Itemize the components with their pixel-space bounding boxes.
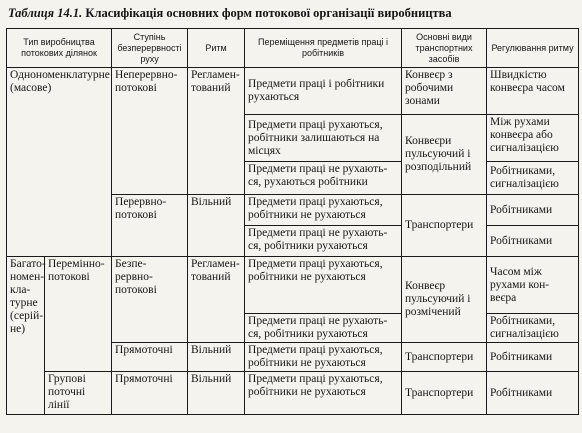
continuity-continuous: Неперервно-потокові: [112, 68, 188, 195]
caption-prefix: Таблиця 14.1.: [8, 6, 83, 20]
movement-9: Предмети праці рухаються, робітники не рухаються: [245, 372, 402, 415]
rhythm-free-3: Вільний: [188, 372, 245, 415]
table-row: [7, 257, 579, 314]
movement-2: Предмети праці рухаються, робітники залишаються на місцях: [245, 115, 402, 162]
continuity-direct-2: Прямоточні: [112, 372, 188, 415]
movement-8: Предмети праці рухаються, робітники не рухаються: [245, 343, 402, 372]
header-continuity: Ступінь безперервності руху: [112, 29, 188, 68]
type-single: Однономенклатурне (масове): [7, 68, 112, 257]
regulation-4: Робітниками: [487, 195, 579, 226]
regulation-8: Робітниками: [487, 343, 579, 372]
movement-1: Предмети праці і робітники рухаються: [245, 68, 402, 115]
header-regulation: Регулювання ритму: [487, 29, 579, 68]
movement-6: Предмети праці рухаються, робітники не рухаються: [245, 257, 402, 314]
transport-3: Транспортери: [402, 195, 487, 257]
rhythm-free-1: Вільний: [188, 195, 245, 257]
header-type: Тип виробництва потокових ділянок: [7, 29, 112, 68]
regulation-2: Між рухами конвеєра або сигналізацією: [487, 115, 579, 162]
table-row: [7, 372, 579, 415]
rhythm-regulated-2: Регламен-тований: [188, 257, 245, 343]
regulation-7: Робітниками, сигналізацією: [487, 314, 579, 343]
movement-4: Предмети праці рухаються, робітники не рухаються: [245, 195, 402, 226]
transport-2: Конвеєри пульсуючий і розподільний: [402, 115, 487, 195]
transport-5: Транспортери: [402, 343, 487, 372]
header-rhythm: Ритм: [188, 29, 245, 68]
regulation-1: Швидкістю конвеєра часом: [487, 68, 579, 115]
movement-3: Предмети праці не рухають-ся, рухаються робітники: [245, 162, 402, 195]
movement-7: Предмети праці не рухають-ся, робітники рухаються: [245, 314, 402, 343]
transport-1: Конвеєр з робочими зонами: [402, 68, 487, 115]
classification-table: [6, 28, 579, 415]
type-group: Групові поточні лінії: [45, 372, 112, 415]
regulation-6: Часом між рухами кон-веєра: [487, 257, 579, 314]
regulation-9: Робітниками: [487, 372, 579, 415]
table-row: [7, 68, 579, 115]
rhythm-regulated-1: Регламен-тований: [188, 68, 245, 195]
type-multi: Багато-номен-кла-турне (серій-не): [7, 257, 45, 415]
regulation-3: Робітниками, сигналізацією: [487, 162, 579, 195]
transport-4: Конвеєр пульсуючий і розмічений: [402, 257, 487, 343]
table-caption: [8, 6, 452, 21]
regulation-5: Робітниками: [487, 226, 579, 257]
rhythm-free-2: Вільний: [188, 343, 245, 372]
caption-title: Класифікація основних форм потокової організації виробництва: [85, 6, 452, 20]
continuity-nonstop: Безпе-рервно-потокові: [112, 257, 188, 343]
movement-5: Предмети праці не рухають-ся, робітники рухаються: [245, 226, 402, 257]
continuity-interrupted: Перервно-потокові: [112, 195, 188, 257]
header-movement: Переміщення предметів праці і робітників: [245, 29, 402, 68]
header-transport: Основні види транспортних засобів: [402, 29, 487, 68]
header-row: [7, 29, 579, 68]
type-changeable: Перемінно-потокові: [45, 257, 112, 372]
continuity-direct-1: Прямоточні: [112, 343, 188, 372]
transport-6: Транспортери: [402, 372, 487, 415]
